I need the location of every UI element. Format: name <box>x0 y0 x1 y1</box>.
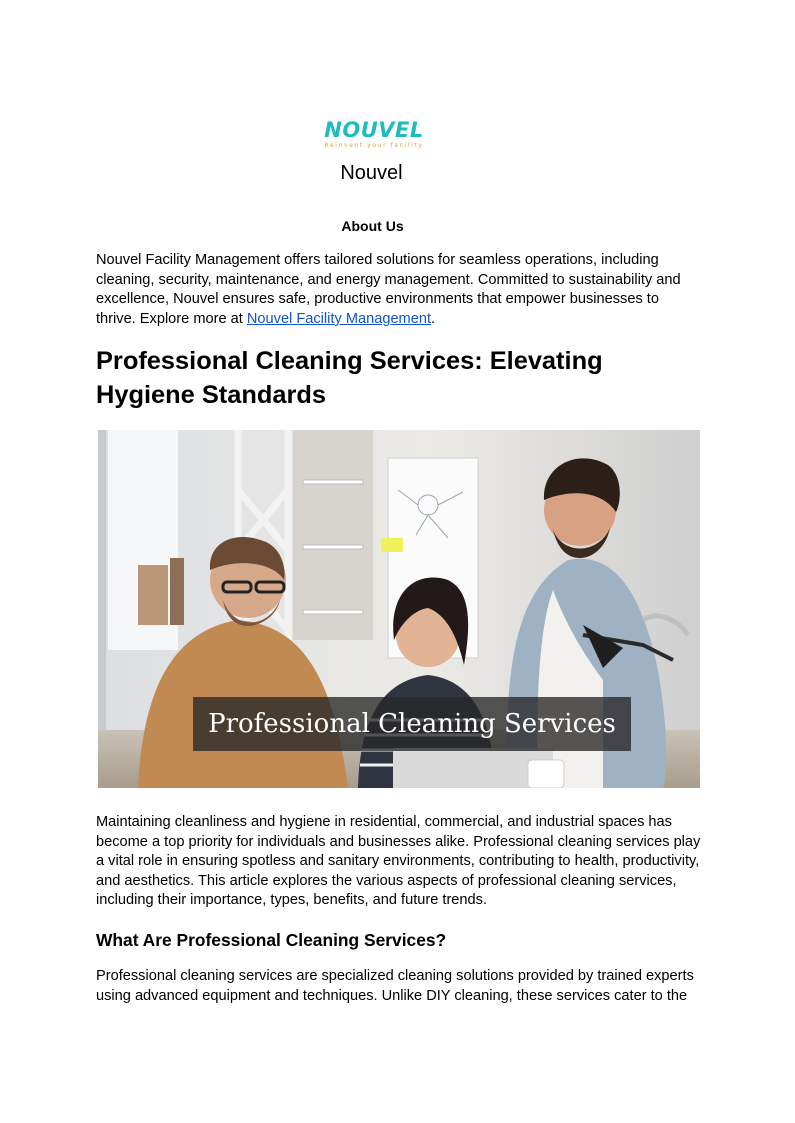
hero-image <box>98 430 700 788</box>
section-heading: What Are Professional Cleaning Services? <box>96 930 447 950</box>
nouvel-logo <box>320 118 428 154</box>
hero-caption-box <box>193 697 631 751</box>
nouvel-facility-management-link[interactable]: Nouvel Facility Management <box>246 310 431 327</box>
article-title: Professional Cleaning Services: Elevating Hygiene Standards <box>96 347 603 409</box>
about-text-end: . <box>431 310 436 327</box>
about-text: Nouvel Facility Management offers tailored solutions for seamless operations, including cleaning, security, maintenance, and energy management. Committed to sustainability and excellence, Nouvel ensures safe, productive environments that empower businesses to thrive. Explore more at <box>96 252 681 327</box>
hero-caption: Professional Cleaning Services <box>208 709 616 739</box>
section-paragraph: Professional cleaning services are specialized cleaning solutions provided by trained experts using advanced equipment and techniques. Unlike DIY cleaning, these services cater to the <box>96 968 694 1004</box>
brand-name: Nouvel <box>340 162 403 184</box>
logo-wordmark: NOUVEL <box>324 118 424 142</box>
logo-tagline: Reinvent your facility <box>324 142 424 149</box>
intro-paragraph: Maintaining cleanliness and hygiene in residential, commercial, and industrial spaces has become a top priority for individuals and businesses alike. Professional cleaning services play a vital role in ensuring spotless and sanitary environments, contributing to health, productivity, and aesthetics. This article explores the various aspects of professional cleaning services, including their importance, types, benefits, and future trends. <box>96 814 701 909</box>
about-paragraph <box>96 251 702 329</box>
about-heading: About Us <box>341 218 404 234</box>
